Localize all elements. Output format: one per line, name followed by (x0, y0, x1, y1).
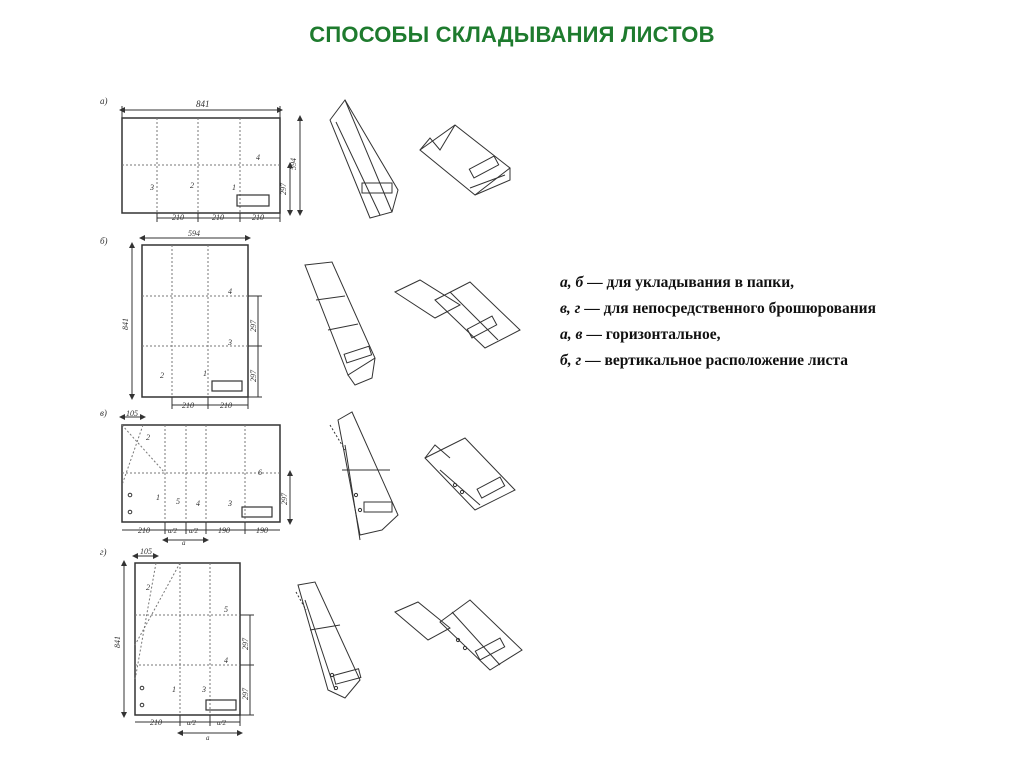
legend-letters-3: а, в (560, 326, 583, 343)
figure-v-bottom-dim-1: 210 (138, 526, 150, 535)
figure-g-panel-1: 1 (172, 685, 176, 694)
legend-letters-2: в, г (560, 300, 581, 317)
figure-v-panel-1: 1 (156, 493, 160, 502)
figure-g-panel-2: 2 (146, 583, 150, 592)
figure-g-top-dim: 105 (140, 547, 152, 556)
figure-g-bottom-dim-3: a/2 (217, 719, 226, 727)
legend-line-1 (560, 270, 1000, 296)
figure-v-panel-4: 4 (196, 499, 200, 508)
figure-g-panel-5: 5 (224, 605, 228, 614)
figure-g-sheet (100, 547, 254, 742)
figure-v-bottom-dim-2: a/2 (168, 527, 177, 535)
legend-text-4: — вертикальное расположение листа (581, 352, 848, 369)
figure-b-sheet (100, 229, 262, 410)
figure-v-bottom-dim-5: 190 (256, 526, 268, 535)
figure-g-fold-step-1 (296, 582, 361, 698)
figure-b-right-dim-2: 297 (249, 370, 258, 382)
figure-g-right-dim-1: 297 (241, 638, 250, 650)
figure-v-under-dim: a (182, 539, 186, 547)
figure-g-label: г) (100, 547, 107, 557)
figure-v-fold-step-1 (330, 412, 398, 540)
figure-v-sheet (100, 408, 290, 547)
figure-b-fold-step-1 (305, 262, 375, 385)
figure-v-bottom-dim-4: 190 (218, 526, 230, 535)
figure-g-left-dim: 841 (113, 636, 122, 648)
figure-b-right-dim-1: 297 (249, 320, 258, 332)
figure-a-right-dim-outer: 594 (289, 158, 298, 170)
figure-b-panel-4: 4 (228, 287, 232, 296)
figure-b-panel-1: 1 (203, 369, 207, 378)
legend-line-3 (560, 322, 1000, 348)
figure-a-panel-1: 1 (232, 183, 236, 192)
figure-g-panel-3: 3 (202, 685, 206, 694)
figure-b-label: б) (100, 236, 108, 246)
figure-v-top-dim: 105 (126, 409, 138, 418)
figure-a-panel-4: 4 (256, 153, 260, 162)
figure-a-fold-step-1 (330, 100, 398, 218)
legend-text-3: — горизонтальное, (582, 326, 721, 343)
legend-letters-1: а, б (560, 274, 584, 291)
legend-line-2 (560, 296, 1000, 322)
figure-g-under-dim: a (206, 734, 210, 742)
figure-b-bottom-dim-2: 210 (220, 401, 232, 410)
figure-b-panel-3: 3 (228, 338, 232, 347)
figure-a-panel-3: 3 (150, 183, 154, 192)
figure-b-left-dim: 841 (121, 318, 130, 330)
figure-v-label: в) (100, 408, 107, 418)
figure-v-panel-5: 5 (176, 497, 180, 506)
figure-b-fold-step-2 (395, 280, 520, 348)
legend-line-4 (560, 348, 1000, 374)
figure-v-bottom-dim-3: a/2 (189, 527, 198, 535)
figure-g-bottom-dim-1: 210 (150, 718, 162, 727)
figure-a-sheet (100, 96, 300, 222)
figure-a-bottom-dim-1: 210 (172, 213, 184, 222)
legend-text-2: — для непосредственного брошюрования (580, 300, 876, 317)
figure-b-panel-2: 2 (160, 371, 164, 380)
figure-g-panel-4: 4 (224, 656, 228, 665)
figure-a-fold-step-2 (420, 125, 510, 195)
figure-b-top-dim: 594 (188, 229, 200, 238)
figure-v-panel-2: 2 (146, 433, 150, 442)
figure-v-fold-step-2 (425, 438, 515, 510)
legend-text-1: — для укладывания в папки, (583, 274, 794, 291)
figure-g-bottom-dim-2: a/2 (187, 719, 196, 727)
figure-a-top-dim: 841 (196, 99, 210, 109)
figure-v-right-dim: 297 (280, 493, 289, 505)
legend (560, 270, 1000, 374)
figure-g-fold-step-2 (395, 600, 522, 670)
figure-v-panel-6: 6 (258, 468, 262, 477)
legend-letters-4: б, г (560, 352, 582, 369)
figure-a-right-dim-inner: 297 (279, 183, 288, 195)
figure-g-right-dim-2: 297 (241, 688, 250, 700)
figure-a-bottom-dim-2: 210 (212, 213, 224, 222)
figure-v-panel-3: 3 (228, 499, 232, 508)
figure-b-bottom-dim-1: 210 (182, 401, 194, 410)
figure-a-panel-2: 2 (190, 181, 194, 190)
page-title: СПОСОБЫ СКЛАДЫВАНИЯ ЛИСТОВ (309, 22, 715, 47)
figure-a-bottom-dim-3: 210 (252, 213, 264, 222)
figure-a-label: а) (100, 96, 108, 106)
